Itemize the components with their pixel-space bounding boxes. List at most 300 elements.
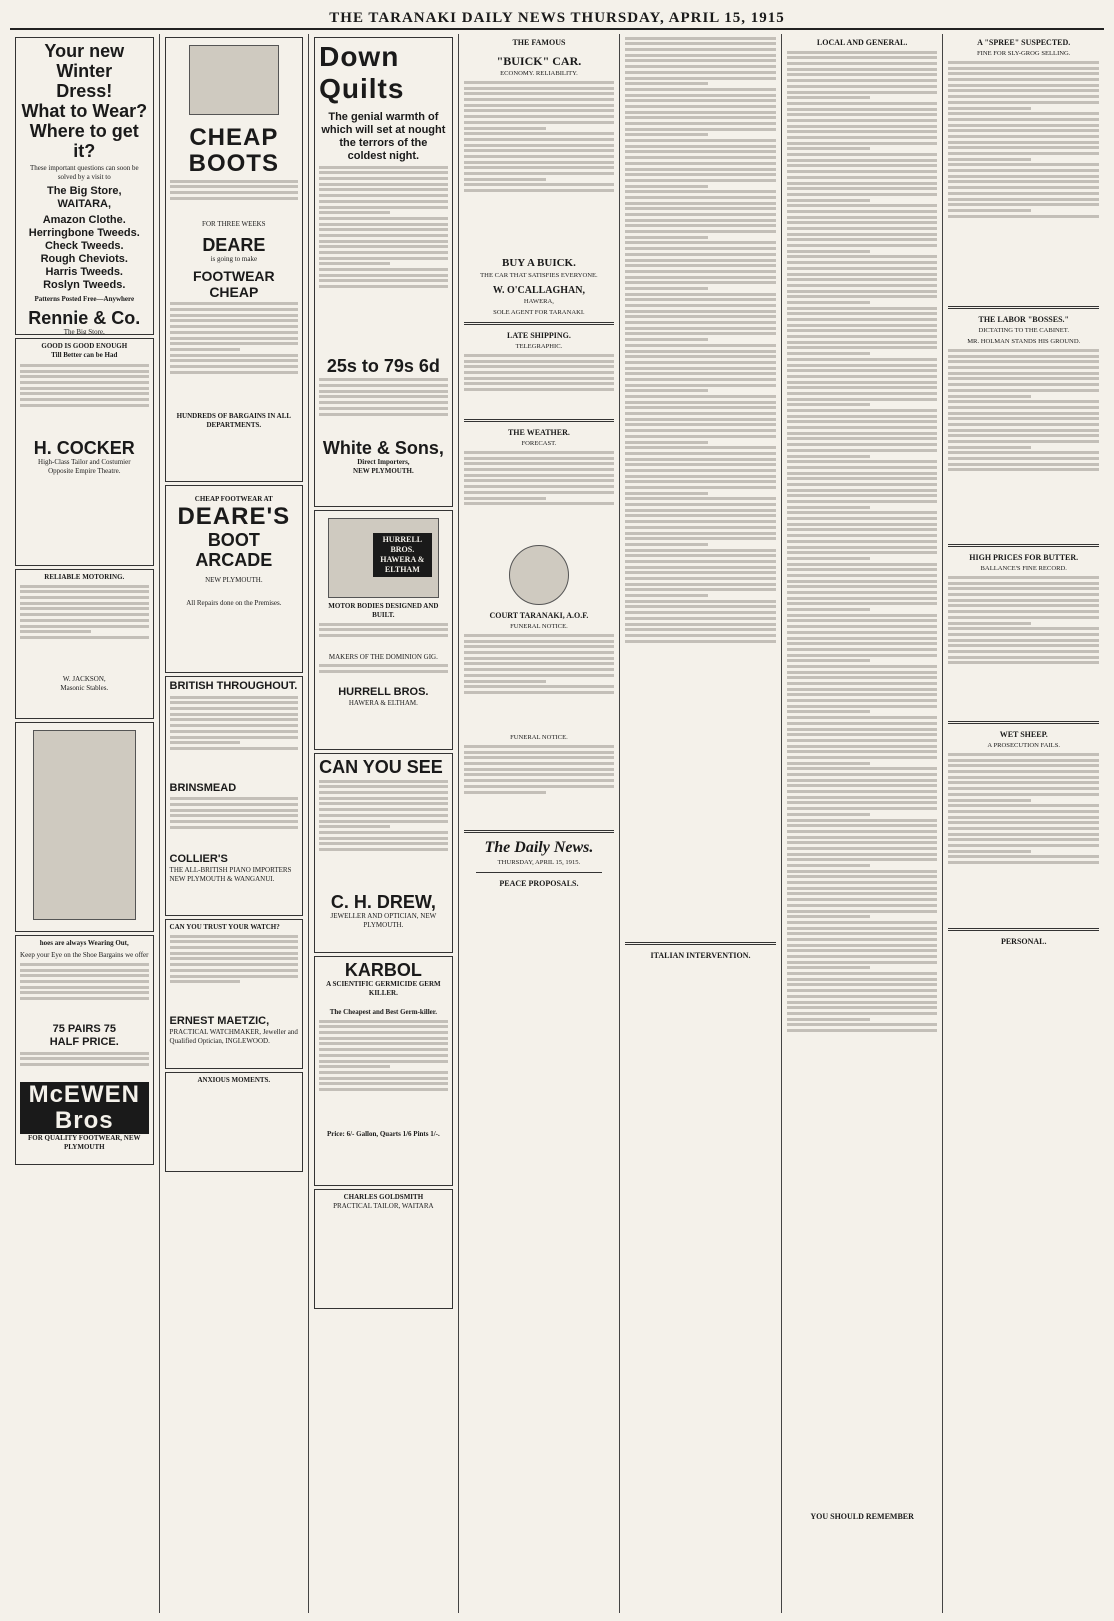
text-line [787,255,938,258]
text-line [787,790,938,793]
text-line [170,736,299,739]
text-line [625,77,776,80]
text-line [170,348,241,351]
text-line [20,370,149,373]
text-line [787,364,938,367]
paper-date: THURSDAY, APRIL 15, 1915. [497,859,581,866]
white-sons-ad [314,37,453,507]
ad-top: BOOTS [188,150,279,177]
text-line [787,614,938,617]
text-line [787,642,938,645]
ad-name: HURRELL BROS. [338,686,429,699]
ad-firm: COLLIER'S [169,853,228,866]
text-line [625,133,708,136]
ad-price: 25s to 79s 6d [326,355,440,376]
text-line [170,707,299,710]
text-line [319,177,448,180]
text-line [948,810,1099,813]
text-line [787,455,870,458]
text-line [787,216,938,219]
text-line [319,407,448,410]
text-line [787,563,938,566]
text-line [625,185,708,188]
article-heading: THE WEATHER. [507,428,570,437]
ad-bottom: FOOTWEAR CHEAP [192,267,275,300]
ad-body: These important questions can soon be solved by a visit to [29,164,139,181]
text-line [170,803,299,806]
text-line [625,594,708,597]
text-line [625,395,776,398]
text-line [787,119,938,122]
ad-sub: PRACTICAL WATCHMAKER, Jeweller and Qualified Optician, INGLEWOOD. [169,1027,298,1045]
text-line [464,651,615,654]
text-line [464,468,615,471]
text-line [787,801,938,804]
text-line [787,932,938,935]
text-line [787,767,938,770]
text-line [464,138,615,141]
text-line [20,392,149,395]
text-line [170,820,299,823]
text-line [787,261,938,264]
text-line [625,401,776,404]
text-line [787,728,938,731]
text-line [464,457,615,460]
text-line [464,668,615,671]
text-line [464,104,615,107]
ad-weeks: FOR THREE WEEKS [202,219,266,228]
text-line [787,648,938,651]
text-line [625,412,776,415]
text-line [787,329,938,332]
text-line [787,824,938,827]
text-line [625,276,776,279]
text-line [625,350,776,353]
text-line [625,628,776,631]
text-line [170,342,299,345]
karbol-ad [314,956,453,1186]
columns [10,34,1104,1613]
text-line [170,314,299,317]
article-heading: COURT TARANAKI, A.O.F. [489,611,589,620]
text-line [20,364,149,367]
text-line [787,847,938,850]
article-body [464,451,615,541]
text-line [948,850,1031,853]
text-line [787,745,938,748]
text-line [625,236,708,239]
text-line [464,662,615,665]
text-line [319,1054,448,1057]
text-line [787,210,938,213]
text-line [948,175,1099,178]
text-line [464,161,615,164]
text-line [948,440,1099,443]
article-subheading: BALLANCE'S FINE RECORD. [980,565,1067,572]
text-line [948,146,1099,149]
text-line [464,691,615,694]
ad-sub: A SCIENTIFIC GERMICIDE GERM KILLER. [326,980,441,997]
text-line [948,186,1099,189]
article-heading: A "SPREE" SUSPECTED. [977,38,1071,47]
text-line [170,952,299,955]
text-line [170,371,299,374]
ad-filler [319,166,448,356]
text-line [625,406,776,409]
text-line [319,262,390,265]
text-line [787,813,870,816]
text-line [319,194,448,197]
text-line [787,676,938,679]
text-line [787,1012,938,1015]
column-4 [459,34,621,1613]
article-subheading: A PROSECUTION FAILS. [987,742,1061,749]
ad-arcade: BOOT ARCADE [195,530,273,570]
text-line [625,623,776,626]
ad-name: C. H. DREW, [330,891,436,912]
text-line [170,741,241,744]
article-heading: WET SHEEP. [999,730,1048,739]
text-line [20,590,149,593]
article-heading: ITALIAN INTERVENTION. [650,950,751,960]
text-line [170,946,299,949]
text-line [787,972,938,975]
text-line [625,287,708,290]
text-line [948,412,1099,415]
text-line [319,171,448,174]
text-line [170,975,299,978]
text-line [170,963,299,966]
text-line [464,183,615,186]
ad-title: Down Quilts [319,41,405,104]
text-line [787,341,938,344]
ad-filler [20,364,149,434]
ad-headline: Your new Winter [44,41,125,81]
text-line [625,315,776,318]
text-line [948,192,1099,195]
article-heading: PERSONAL. [1000,937,1047,946]
text-line [948,610,1099,613]
woman-illustration [33,730,136,920]
text-line [787,898,938,901]
text-line [787,142,938,145]
text-line [787,716,938,719]
article-subheading: SOLE AGENT FOR TARANAKI. [493,309,585,316]
text-line [625,253,776,256]
text-line [787,580,938,583]
divider [625,942,776,945]
text-line [787,159,938,162]
text-line [948,417,1099,420]
text-line [625,145,776,148]
text-line [787,910,938,913]
text-line [787,187,938,190]
text-line [170,957,299,960]
text-line [625,452,776,455]
text-line [948,135,1099,138]
text-line [319,670,448,673]
ad-name: W. JACKSON, [62,674,106,683]
text-line [625,241,776,244]
text-line [787,96,870,99]
ad-hd: RELIABLE MOTORING. [44,573,125,581]
text-line [625,162,776,165]
text-line [948,457,1099,460]
text-line [787,756,938,759]
text-line [625,543,708,546]
text-line [787,295,938,298]
text-line [20,596,149,599]
text-line [787,420,938,423]
text-line [20,1057,149,1060]
text-line [787,864,870,867]
text-line [787,1006,938,1009]
text-line [787,830,938,833]
text-line [464,109,615,112]
text-line [948,349,1099,352]
text-line [948,180,1099,183]
ad-name: H. COCKER [33,438,135,458]
text-line [948,582,1099,585]
text-line [170,337,299,340]
text-line [948,61,1099,64]
text-line [625,327,776,330]
ad-item: Amazon Clothe. [42,214,126,226]
divider [948,544,1099,547]
text-line [948,198,1099,201]
text-line [787,927,938,930]
text-line [625,310,776,313]
text-line [170,331,299,334]
text-line [625,168,776,171]
text-line [787,62,938,65]
text-line [948,816,1099,819]
text-line [948,793,1099,796]
text-line [20,630,91,633]
text-line [625,480,776,483]
article-subheading: FORECAST. [521,440,557,447]
text-line [787,665,938,668]
ad-foot: FOR QUALITY FOOTWEAR, NEW PLYMOUTH [28,1133,141,1151]
text-line [319,664,448,667]
text-line [464,121,615,124]
text-line [787,460,938,463]
text-line [787,608,870,611]
text-line [20,991,149,994]
text-line [625,37,776,40]
ad-sub: Direct Importers, [357,458,410,467]
text-line [787,705,938,708]
text-line [948,799,1031,802]
text-line [787,597,938,600]
text-line [625,611,776,614]
text-line [464,756,615,759]
hurrell-ad [314,510,453,750]
text-line [948,78,1099,81]
text-line [464,474,615,477]
drew-ad [314,753,453,953]
text-line [787,904,938,907]
text-line [20,974,149,977]
text-line [787,631,938,634]
text-line [948,627,1099,630]
text-line [625,94,776,97]
ad-item: Roslyn Tweeds. [43,279,126,291]
text-line [948,169,1099,172]
divider [948,721,1099,724]
text-line [319,1060,448,1063]
text-line [787,750,938,753]
ad-hd: CAN YOU SEE [319,757,443,777]
text-line [625,577,776,580]
text-line [625,532,776,535]
text-line [787,733,938,736]
article-heading: LATE SHIPPING. [507,331,571,340]
text-line [948,395,1031,398]
text-line [787,528,938,531]
text-line [625,213,776,216]
text-line [625,549,776,552]
text-line [464,360,615,363]
text-line [625,179,776,182]
text-line [625,99,776,102]
text-line [948,451,1099,454]
article-heading: HIGH PRICES FOR BUTTER. [969,553,1079,562]
text-line [787,875,938,878]
text-line [319,634,448,637]
text-line [948,158,1031,161]
text-line [787,79,938,82]
text-line [787,386,938,389]
text-line [787,915,870,918]
court-emblem [509,545,569,605]
text-line [170,325,299,328]
text-line [625,270,776,273]
text-line [625,503,776,506]
text-line [464,155,615,158]
text-line [948,446,1031,449]
ad-headline: What to Wear? [21,101,148,121]
text-line [948,639,1099,642]
colliers-ad [165,676,304,916]
text-line [319,1071,448,1074]
ad-headline: Dress! [56,81,113,101]
text-line [787,358,938,361]
text-line [464,149,615,152]
text-line [170,197,299,200]
ad-filler [170,696,299,782]
text-line [319,228,448,231]
text-line [787,437,938,440]
text-line [787,176,938,179]
mcewen-ad [15,935,154,1165]
text-line [20,625,149,628]
text-line [20,375,149,378]
text-line [948,429,1099,432]
text-line [464,144,615,147]
text-line [625,224,776,227]
ad-line: CHEAP FOOTWEAR AT [194,495,273,503]
text-line [20,585,149,588]
text-line [625,259,776,262]
text-line [787,921,938,924]
text-line [625,566,776,569]
text-line [948,661,1099,664]
text-line [170,718,299,721]
text-line [948,360,1099,363]
text-line [948,804,1099,807]
text-line [787,483,938,486]
article-heading: BUY A BUICK. [502,257,576,269]
text-line [948,124,1099,127]
article-heading: LOCAL AND GENERAL. [816,38,908,47]
text-line [170,797,299,800]
text-line [787,335,938,338]
text-line [625,88,776,91]
text-line [170,747,299,750]
anxious-ad [165,1072,304,1172]
text-line [625,71,776,74]
text-line [20,613,149,616]
text-line [319,166,448,169]
divider [464,830,615,833]
text-line [170,191,299,194]
article-subheading: FUNERAL NOTICE. [510,734,568,741]
text-line [319,1077,448,1080]
text-line [787,659,870,662]
text-line [625,418,776,421]
ad-half: HALF PRICE. [49,1036,119,1048]
ad-store: The Big Store, [46,185,122,197]
text-line [464,87,615,90]
text-line [787,574,938,577]
text-line [625,389,708,392]
ad-item: Herringbone Tweeds. [28,227,140,239]
article-body [625,37,776,937]
text-line [787,267,938,270]
divider [464,322,615,325]
text-line [625,378,776,381]
text-line [625,367,776,370]
text-line [170,180,299,183]
article-body [464,745,615,825]
text-line [625,435,776,438]
text-line [948,400,1099,403]
text-line [625,321,776,324]
text-line [170,185,299,188]
ad-firm-sub: The Big Store, [63,328,105,335]
text-line [625,139,776,142]
text-line [625,583,776,586]
text-line [625,600,776,603]
text-line [319,234,448,237]
text-line [625,293,776,296]
text-line [787,551,938,554]
text-line [625,59,776,62]
text-line [464,371,615,374]
text-line [464,634,615,637]
text-line [625,54,776,57]
text-line [787,489,938,492]
text-line [625,150,776,153]
text-line [948,389,1099,392]
text-line [787,238,938,241]
text-line [787,301,870,304]
text-line [787,244,938,247]
ad-sub: PRACTICAL TAILOR, WAITARA [333,1202,434,1210]
text-line [464,189,615,192]
ad-name: DEARE [202,234,266,255]
